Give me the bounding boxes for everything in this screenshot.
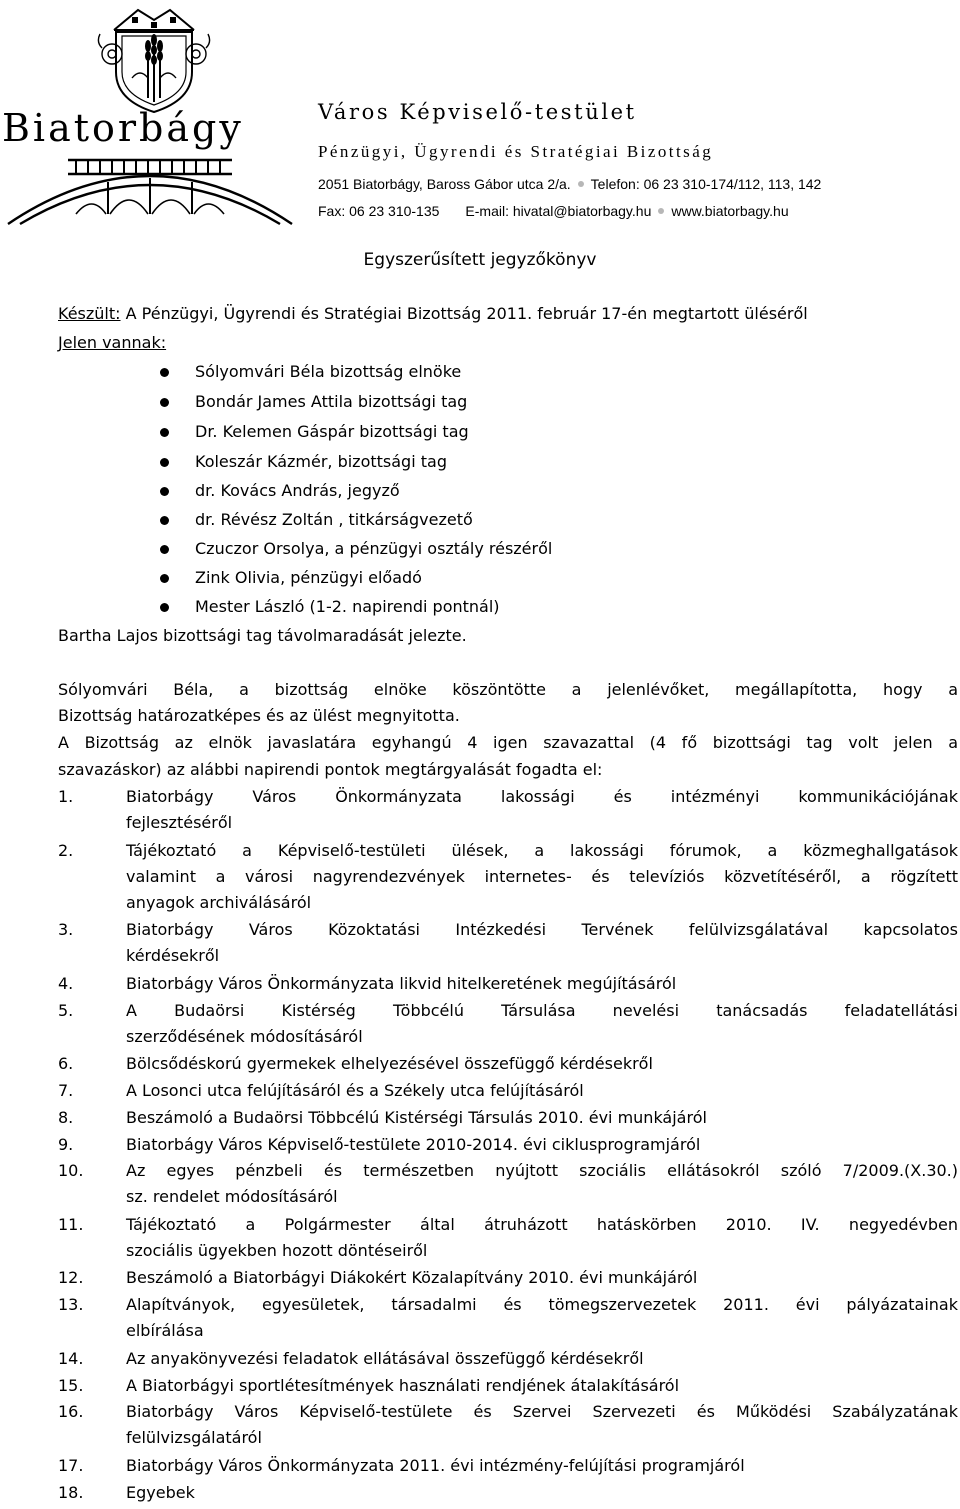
attendee-item: Dr. Kelemen Gáspár bizottsági tag — [195, 422, 469, 441]
attendee-item: dr. Kovács András, jegyző — [195, 481, 400, 500]
agenda-number: 4. — [58, 974, 74, 993]
prepared-label: Készült: — [58, 304, 121, 323]
document-title: Egyszerűsített jegyzőkönyv — [363, 250, 597, 270]
agenda-number: 6. — [58, 1054, 74, 1073]
agenda-item-line: valamint a városi nagyrendezvények internetes- és televíziós közvetítéséről, a rögzített — [126, 867, 958, 886]
bullet-icon — [160, 398, 169, 407]
spacer — [446, 208, 458, 214]
agenda-number: 15. — [58, 1376, 84, 1395]
attendee-item: Zink Olivia, pénzügyi előadó — [195, 568, 422, 587]
agenda-number: 2. — [58, 841, 74, 860]
agenda-item-line: Beszámoló a Budaörsi Többcélú Kistérségi Társulás 2010. évi munkájáról — [126, 1108, 707, 1127]
agenda-number: 1. — [58, 787, 74, 806]
agenda-item-line: Az egyes pénzbeli és természetben nyújtott szociális ellátásokról szóló 7/2009.(X.30.) — [126, 1161, 958, 1180]
agenda-number: 3. — [58, 920, 74, 939]
viaduct-logo-icon — [4, 138, 296, 230]
phone-number: Telefon: 06 23 310-174/112, 113, 142 — [590, 176, 822, 192]
agenda-item-line: Biatorbágy Város Önkormányzata 2011. évi intézmény-felújítási programjáról — [126, 1456, 745, 1475]
agenda-item-line: szociális ügyekben hozott döntéseiről — [126, 1241, 428, 1260]
brand-name: Biatorbágy — [2, 106, 244, 150]
address-line — [318, 176, 821, 192]
agenda-number: 16. — [58, 1402, 84, 1421]
agenda-item-line: Biatorbágy Város Közoktatási Intézkedési Tervének felülvizsgálatával kapcsolatos — [126, 920, 958, 939]
agenda-number: 11. — [58, 1215, 84, 1234]
bullet-icon — [160, 516, 169, 525]
agenda-number: 8. — [58, 1108, 74, 1127]
agenda-number: 12. — [58, 1268, 84, 1287]
fax-number: Fax: 06 23 310-135 — [318, 203, 440, 219]
agenda-number: 18. — [58, 1483, 84, 1502]
attendee-item: Bondár James Attila bizottsági tag — [195, 392, 468, 411]
present-label: Jelen vannak: — [58, 333, 167, 352]
agenda-item-line: Biatorbágy Város Képviselő-testülete 2010-2014. évi ciklusprogramjáról — [126, 1135, 701, 1154]
website-link[interactable]: www.biatorbagy.hu — [671, 203, 789, 219]
attendee-item: Sólyomvári Béla bizottság elnöke — [195, 362, 462, 381]
bullet-icon — [160, 428, 169, 437]
agenda-item-line: A Budaörsi Kistérség Többcélú Társulása nevelési tanácsadás feladatellátási — [126, 1001, 958, 1020]
agenda-number: 13. — [58, 1295, 84, 1314]
agenda-item-line: elbírálása — [126, 1321, 204, 1340]
agenda-number: 5. — [58, 1001, 74, 1020]
agenda-item-line: Beszámoló a Biatorbágyi Diákokért Közalapítvány 2010. évi munkájáról — [126, 1268, 698, 1287]
vote-paragraph-line: szavazáskor) az alábbi napirendi pontok megtárgyalását fogadta el: — [58, 760, 603, 779]
separator-dot-icon — [658, 208, 664, 214]
agenda-item-line: Alapítványok, egyesületek, társadalmi és tömegszervezetek 2011. évi pályázatainak — [126, 1295, 958, 1314]
agenda-item-line: Biatorbágy Város Önkormányzata lakossági és intézményi kommunikációjának — [126, 787, 958, 806]
attendee-item: Koleszár Kázmér, bizottsági tag — [195, 452, 447, 471]
bullet-icon — [160, 368, 169, 377]
agenda-item-line: A Losonci utca felújításáról és a Székely utca felújításáról — [126, 1081, 584, 1100]
email-address: E-mail: hivatal@biatorbagy.hu — [465, 203, 652, 219]
bullet-icon — [160, 458, 169, 467]
agenda-number: 10. — [58, 1161, 84, 1180]
opening-paragraph-line: Bizottság határozatképes és az ülést megnyitotta. — [58, 706, 460, 725]
agenda-item-line: Egyebek — [126, 1483, 195, 1502]
agenda-item-line: Tájékoztató a Képviselő-testületi ülések, a lakossági fórumok, a közmeghallgatások — [126, 841, 958, 860]
agenda-item-line: felülvizsgálatáról — [126, 1428, 262, 1447]
agenda-item-line: Bölcsődéskorú gyermekek elhelyezésével összefüggő kérdésekről — [126, 1054, 653, 1073]
agenda-item-line: Az anyakönyvezési feladatok ellátásával összefüggő kérdésekről — [126, 1349, 644, 1368]
agenda-number: 9. — [58, 1135, 74, 1154]
coat-of-arms-icon — [92, 2, 216, 114]
attendee-item: Czuczor Orsolya, a pénzügyi osztály részéről — [195, 539, 553, 558]
agenda-number: 7. — [58, 1081, 74, 1100]
opening-paragraph-line: Sólyomvári Béla, a bizottság elnöke köszöntötte a jelenlévőket, megállapította, hogy a — [58, 680, 958, 699]
postal-address: 2051 Biatorbágy, Baross Gábor utca 2/a. — [318, 176, 571, 192]
agenda-item-line: kérdésekről — [126, 946, 220, 965]
prepared-text: A Pénzügyi, Ügyrendi és Stratégiai Bizottság 2011. február 17-én megtartott üléséről — [125, 304, 808, 323]
agenda-number: 14. — [58, 1349, 84, 1368]
attendee-item: Mester László (1-2. napirendi pontnál) — [195, 597, 500, 616]
attendee-item: dr. Révész Zoltán , titkárságvezető — [195, 510, 473, 529]
agenda-item-line: Biatorbágy Város Önkormányzata likvid hitelkeretének megújításáról — [126, 974, 677, 993]
separator-dot-icon — [578, 181, 584, 187]
agenda-item-line: szerződésének módosításáról — [126, 1027, 363, 1046]
agenda-item-line: Biatorbágy Város Képviselő-testülete és Szervei Szervezeti és Működési Szabályzatának — [126, 1402, 958, 1421]
agenda-number: 17. — [58, 1456, 84, 1475]
agenda-item-line: sz. rendelet módosításáról — [126, 1187, 338, 1206]
committee-name: Pénzügyi, Ügyrendi és Stratégiai Bizottság — [318, 142, 714, 161]
agenda-item-line: A Biatorbágyi sportlétesítmények használati rendjének átalakításáról — [126, 1376, 680, 1395]
agenda-item-line: anyagok archiválásáról — [126, 893, 312, 912]
agenda-item-line: Tájékoztató a Polgármester által átruházott hatáskörben 2010. IV. negyedévben — [126, 1215, 958, 1234]
bullet-icon — [160, 545, 169, 554]
bullet-icon — [160, 574, 169, 583]
absent-note: Bartha Lajos bizottsági tag távolmaradását jelezte. — [58, 626, 467, 645]
contact-line — [318, 203, 789, 219]
council-title: Város Képviselő-testület — [318, 100, 637, 124]
vote-paragraph-line: A Bizottság az elnök javaslatára egyhangú 4 igen szavazattal (4 fő bizottsági tag volt jelen a — [58, 733, 958, 752]
bullet-icon — [160, 603, 169, 612]
bullet-icon — [160, 487, 169, 496]
agenda-item-line: fejlesztéséről — [126, 813, 233, 832]
prepared-line — [58, 304, 808, 324]
